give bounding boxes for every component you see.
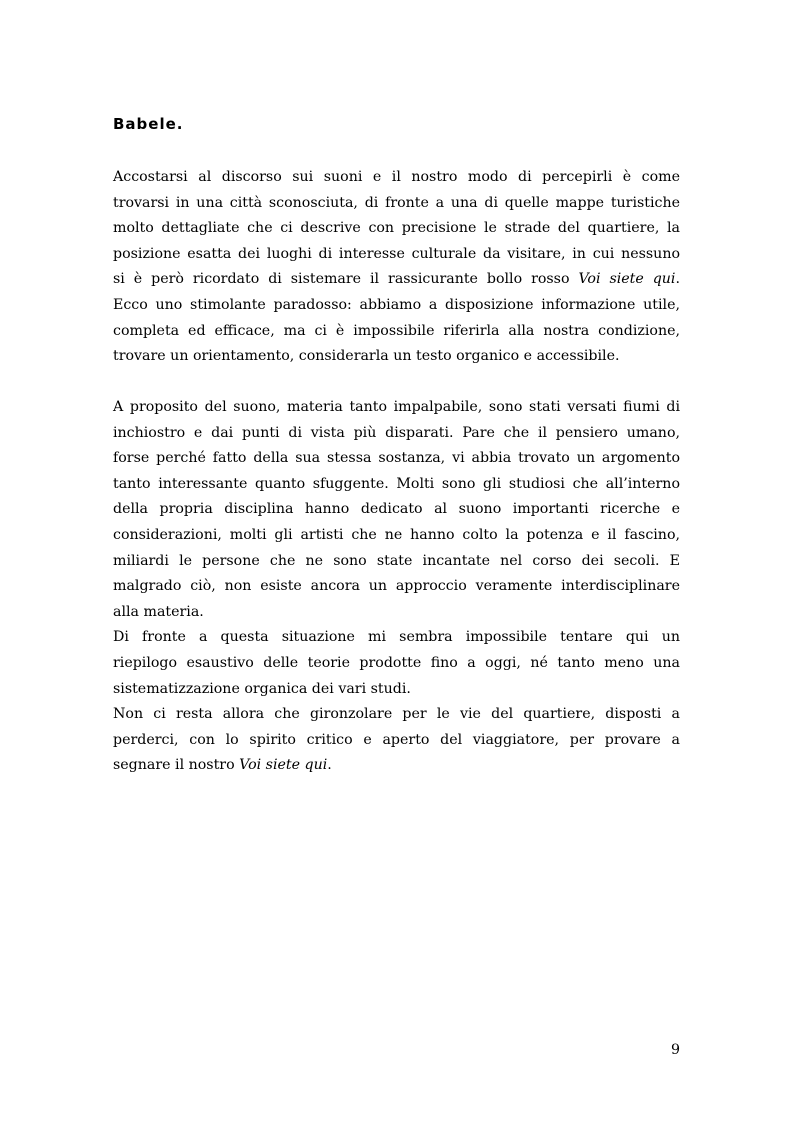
text-line: A proposito del suono, materia tanto impalpabile, sono stati versati fiumi di xyxy=(113,399,680,415)
text-line: malgrado ciò, non esiste ancora un approccio veramente interdisciplinare xyxy=(113,578,680,595)
text-line: alla materia. xyxy=(113,603,204,620)
text-line: Accostarsi al discorso sui suoni e il nostro modo di percepirli è come xyxy=(113,169,680,185)
text-line: tanto interessante quanto sfuggente. Molti sono gli studiosi che all’interno xyxy=(113,475,680,492)
punctuation: . xyxy=(675,271,680,288)
text-line: Di fronte a questa situazione mi sembra impossibile tentare qui un xyxy=(113,629,680,646)
text-line: della propria disciplina hanno dedicato al suono importanti ricerche e xyxy=(113,501,680,518)
text-line: posizione esatta dei luoghi di interesse culturale da visitare, in cui nessuno xyxy=(113,245,680,262)
text-line: Non ci resta allora che gironzolare per le vie del quartiere, disposti a xyxy=(113,706,680,723)
text-line: trovare un orientamento, considerarla un testo organico e accessibile. xyxy=(113,348,620,365)
italic-phrase: Voi siete qui xyxy=(578,271,676,288)
section-heading: Babele. xyxy=(113,115,184,133)
text-segment: segnare il nostro xyxy=(113,757,235,774)
text-line: considerazioni, molti gli artisti che ne hanno colto la potenza e il fascino, xyxy=(113,526,680,543)
text-line: perderci, con lo spirito critico e aperto del viaggiatore, per provare a xyxy=(113,731,680,748)
text-line: sistematizzazione organica dei vari studi. xyxy=(113,680,411,697)
text-line xyxy=(113,753,680,779)
paragraph-2 xyxy=(113,395,680,779)
text-line: completa ed efficace, ma ci è impossibile riferirla alla nostra condizione, xyxy=(113,322,680,339)
text-line: inchiostro e dai punti di vista più disparati. Pare che il pensiero umano, xyxy=(113,424,680,441)
text-line: forse perché fatto della sua stessa sostanza, vi abbia trovato un argomento xyxy=(113,450,680,467)
text-line: trovarsi in una città sconosciuta, di fronte a una di quelle mappe turistiche xyxy=(113,194,680,211)
text-line: Ecco uno stimolante paradosso: abbiamo a disposizione informazione utile, xyxy=(113,296,680,313)
page-number: 9 xyxy=(670,1042,680,1058)
text-line xyxy=(113,267,680,293)
text-line: molto dettagliate che ci descrive con precisione le strade del quartiere, la xyxy=(113,220,680,237)
text-line: miliardi le persone che ne sono state incantate nel corso dei secoli. E xyxy=(113,552,680,569)
punctuation: . xyxy=(327,757,332,774)
italic-phrase: Voi siete qui xyxy=(239,757,328,774)
text-line: riepilogo esaustivo delle teorie prodotte fino a oggi, né tanto meno una xyxy=(113,654,680,671)
paragraph-1 xyxy=(113,165,680,370)
text-segment: si è però ricordato di sistemare il rassicurante bollo rosso xyxy=(113,271,570,288)
